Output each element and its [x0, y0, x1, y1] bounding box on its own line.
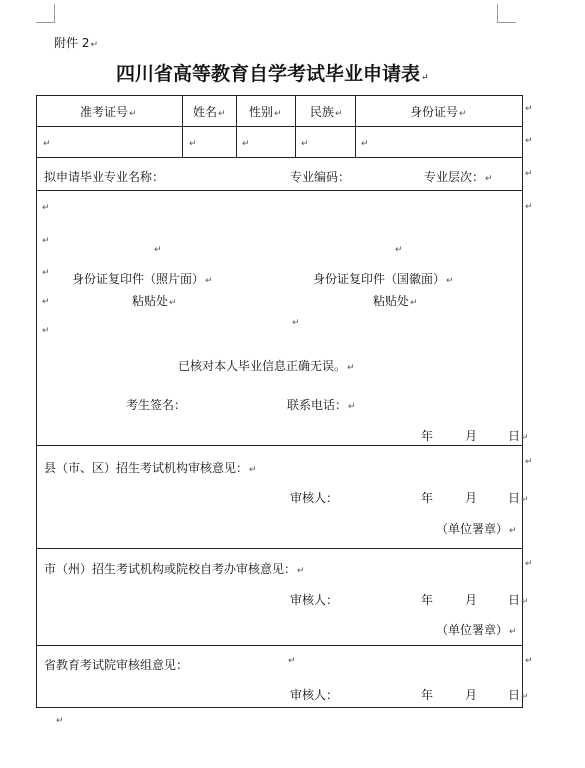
paragraph-mark: ↵ [288, 656, 296, 666]
application-table [36, 95, 523, 708]
row-end-mark: ↵ [525, 457, 533, 467]
row-end-mark: ↵ [525, 169, 533, 179]
row-divider [36, 548, 523, 549]
county-reviewer-label: 审核人： [290, 491, 339, 505]
major-name-label: 拟申请毕业专业名称： [44, 170, 165, 184]
column-divider [295, 95, 296, 157]
cell-id-no-value[interactable]: ↵ [361, 139, 369, 149]
city-date-day: 日↵ [508, 593, 529, 607]
id-back-paste-area: 粘贴处↵ [373, 294, 418, 308]
header-gender: 性别↵ [249, 105, 282, 119]
paragraph-mark: ↵ [42, 268, 50, 278]
confirm-statement: 已核对本人毕业信息正确无误。↵ [178, 359, 355, 373]
attachment-label: 附件 2↵ [54, 36, 98, 50]
crop-mark-top-left [36, 4, 55, 23]
column-divider [182, 95, 183, 157]
paragraph-mark: ↵ [154, 245, 162, 255]
paragraph-mark: ↵ [292, 318, 300, 328]
paragraph-mark: ↵ [56, 716, 64, 726]
confirm-date-year: 年 [421, 429, 434, 443]
row-divider [36, 645, 523, 646]
county-seal-label: （单位署章）↵ [436, 522, 517, 536]
page-title: 四川省高等教育自学考试毕业申请表↵ [116, 63, 429, 85]
row-divider [36, 126, 523, 127]
id-front-paste-label: 身份证复印件（照片面）↵ [72, 272, 213, 286]
cell-gender-value[interactable]: ↵ [242, 139, 250, 149]
county-date-day: 日↵ [508, 491, 529, 505]
province-date-month: 月 [465, 688, 478, 702]
cell-name-value[interactable]: ↵ [189, 139, 197, 149]
paragraph-mark: ↵ [42, 326, 50, 336]
header-name: 姓名↵ [193, 105, 226, 119]
paragraph-mark: ↵ [395, 245, 403, 255]
row-end-mark: ↵ [525, 559, 533, 569]
header-id-no: 身份证号↵ [410, 105, 467, 119]
province-date-year: 年 [421, 688, 434, 702]
row-end-mark: ↵ [525, 656, 533, 666]
row-divider [36, 445, 523, 446]
city-review-title: 市（州）招生考试机构或院校自考办审核意见：↵ [44, 562, 305, 576]
confirm-date-month: 月 [465, 429, 478, 443]
county-date-year: 年 [421, 491, 434, 505]
id-front-paste-area: 粘贴处↵ [132, 294, 177, 308]
province-date-day: 日↵ [508, 688, 529, 702]
row-divider [36, 157, 523, 158]
confirm-date-day: 日↵ [508, 429, 529, 443]
cell-ethnicity-value[interactable]: ↵ [301, 139, 309, 149]
province-reviewer-label: 审核人： [290, 688, 339, 702]
major-code-label: 专业编码： [290, 170, 351, 184]
row-end-mark: ↵ [525, 104, 533, 114]
city-date-year: 年 [421, 593, 434, 607]
header-exam-no: 准考证号↵ [80, 105, 137, 119]
paragraph-mark: ↵ [42, 236, 50, 246]
candidate-signature-label: 考生签名： [126, 398, 187, 412]
row-end-mark: ↵ [525, 136, 533, 146]
county-date-month: 月 [465, 491, 478, 505]
phone-label: 联系电话：↵ [287, 398, 356, 412]
cell-exam-no-value[interactable]: ↵ [43, 139, 51, 149]
city-date-month: 月 [465, 593, 478, 607]
id-back-paste-label: 身份证复印件（国徽面）↵ [313, 272, 454, 286]
paragraph-mark: ↵ [42, 297, 50, 307]
city-reviewer-label: 审核人： [290, 593, 339, 607]
column-divider [236, 95, 237, 157]
header-ethnicity: 民族↵ [310, 105, 343, 119]
county-review-title: 县（市、区）招生考试机构审核意见：↵ [44, 461, 257, 475]
column-divider [355, 95, 356, 157]
row-divider [36, 190, 523, 191]
city-seal-label: （单位署章）↵ [436, 623, 517, 637]
row-end-mark: ↵ [525, 202, 533, 212]
major-level-label: 专业层次：↵ [424, 170, 493, 184]
paragraph-mark: ↵ [42, 203, 50, 213]
crop-mark-top-right [497, 4, 516, 23]
province-review-title: 省教育考试院审核组意见： [44, 658, 189, 672]
